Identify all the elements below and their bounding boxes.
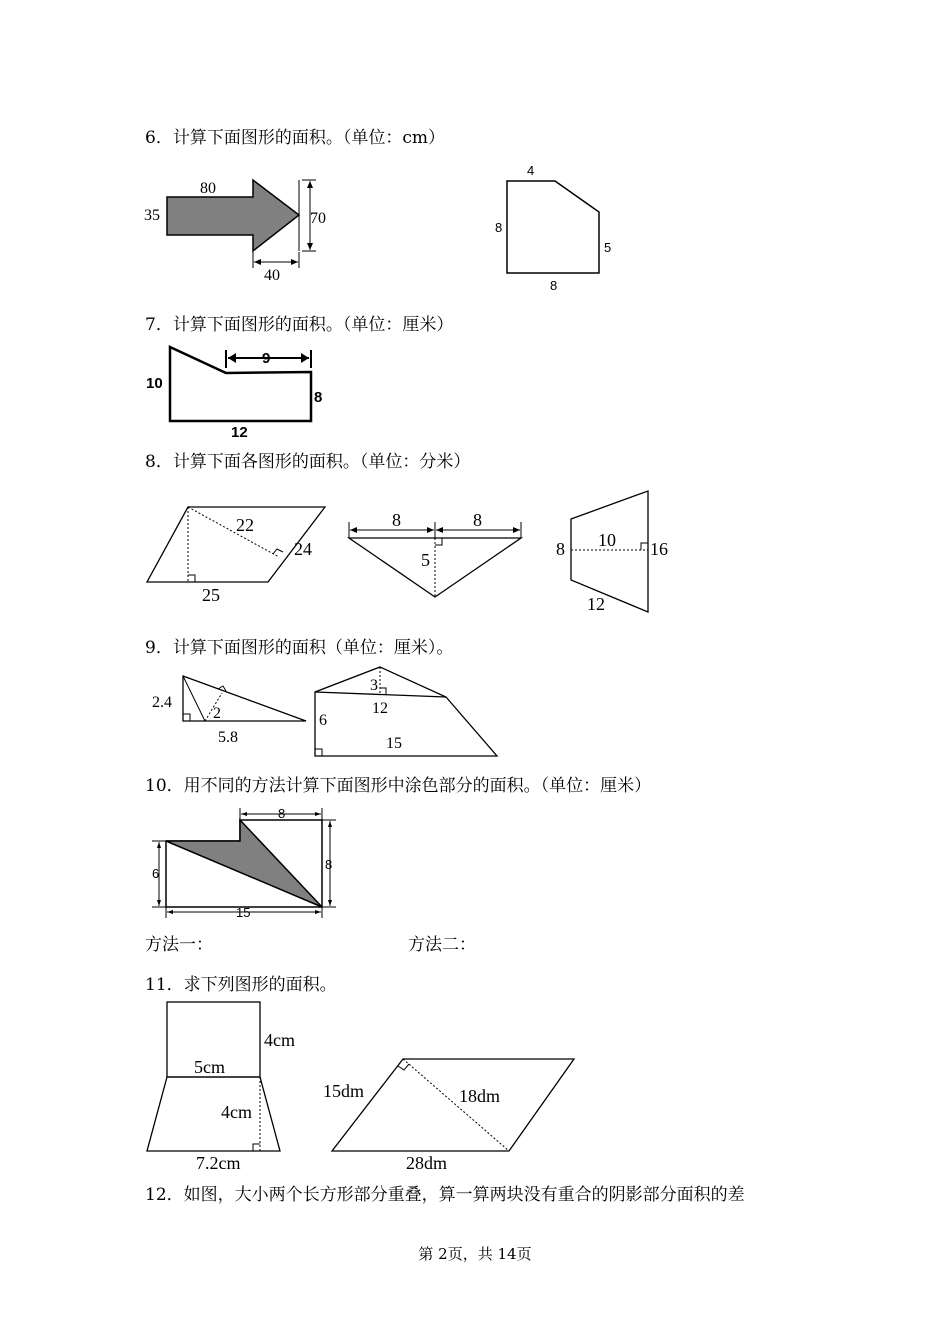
q8-triangle-figure xyxy=(340,505,530,605)
label-8-right: 8 xyxy=(325,857,333,872)
page-footer: 第 2页，共 14页 xyxy=(418,1245,532,1263)
q11-figure-a xyxy=(140,995,310,1175)
q10-shaded-region xyxy=(166,820,322,907)
label-15dm: 15dm xyxy=(323,1081,365,1101)
question-11: 11．求下列图形的面积。 xyxy=(145,975,337,995)
question-12: 12．如图，大小两个长方形部分重叠，算一算两块没有重合的阴影部分面积的差 xyxy=(145,1185,745,1205)
q8-parallelogram-figure xyxy=(140,500,330,610)
label-4cm-right: 4cm xyxy=(264,1030,295,1050)
label-35: 35 xyxy=(144,207,160,224)
label-8-left: 8 xyxy=(392,510,401,530)
label-5: 5 xyxy=(604,240,612,255)
label-10: 10 xyxy=(598,530,616,550)
method-one-label: 方法一： xyxy=(145,935,213,955)
label-9: 9 xyxy=(262,350,271,367)
label-6: 6 xyxy=(152,866,160,881)
label-8-right: 8 xyxy=(473,510,482,530)
arrow-shape xyxy=(167,180,299,251)
label-4: 4 xyxy=(527,163,535,178)
label-12: 12 xyxy=(587,594,605,614)
label-16: 16 xyxy=(650,539,668,559)
label-24: 24 xyxy=(294,539,312,559)
question-10: 10．用不同的方法计算下面图形中涂色部分的面积。（单位：厘米） xyxy=(145,776,652,796)
label-2.4: 2.4 xyxy=(152,694,172,711)
label-8-left: 8 xyxy=(495,220,503,235)
q6-arrow-figure xyxy=(140,170,340,285)
label-10: 10 xyxy=(146,375,163,392)
label-5cm: 5cm xyxy=(194,1057,225,1077)
question-7: 7．计算下面图形的面积。（单位：厘米） xyxy=(145,315,454,335)
q10-figure xyxy=(150,803,350,923)
label-8-bottom: 8 xyxy=(550,278,558,293)
label-8: 8 xyxy=(556,539,565,559)
q6-pentagon-figure xyxy=(490,158,620,298)
label-4cm-height: 4cm xyxy=(221,1102,252,1122)
label-5.8: 5.8 xyxy=(218,729,238,746)
label-5: 5 xyxy=(421,550,430,570)
question-9: 9．计算下面图形的面积（单位：厘米）。 xyxy=(145,638,454,658)
question-8: 8．计算下面各图形的面积。（单位：分米） xyxy=(145,452,471,472)
pentagon-shape xyxy=(507,181,599,273)
q7-figure xyxy=(140,340,330,440)
label-40: 40 xyxy=(264,267,280,284)
q8-trapezoid-figure xyxy=(550,485,680,615)
question-6: 6．计算下面图形的面积。（单位：cm） xyxy=(145,128,445,148)
q9-composite-figure xyxy=(305,660,505,760)
method-two-label: 方法二： xyxy=(408,935,476,955)
q11-figure-b xyxy=(320,1050,580,1175)
label-6: 6 xyxy=(319,712,327,729)
label-12: 12 xyxy=(372,700,388,717)
label-15: 15 xyxy=(236,905,251,920)
label-3: 3 xyxy=(370,677,378,694)
q9-triangle-figure xyxy=(145,668,310,750)
q9-composite-shape xyxy=(315,667,497,756)
label-2: 2 xyxy=(213,705,221,722)
label-7.2cm: 7.2cm xyxy=(196,1153,241,1173)
label-80: 80 xyxy=(200,180,216,197)
label-28dm: 28dm xyxy=(406,1153,448,1173)
trapezoid-shape xyxy=(571,491,648,612)
label-8: 8 xyxy=(314,389,323,406)
label-12: 12 xyxy=(231,424,248,441)
label-25: 25 xyxy=(202,585,220,605)
label-8-top: 8 xyxy=(278,806,286,821)
label-18dm: 18dm xyxy=(459,1086,501,1106)
label-15: 15 xyxy=(386,735,402,752)
parallelogram-shape xyxy=(332,1059,574,1151)
label-22: 22 xyxy=(236,515,254,535)
label-70: 70 xyxy=(310,210,326,227)
